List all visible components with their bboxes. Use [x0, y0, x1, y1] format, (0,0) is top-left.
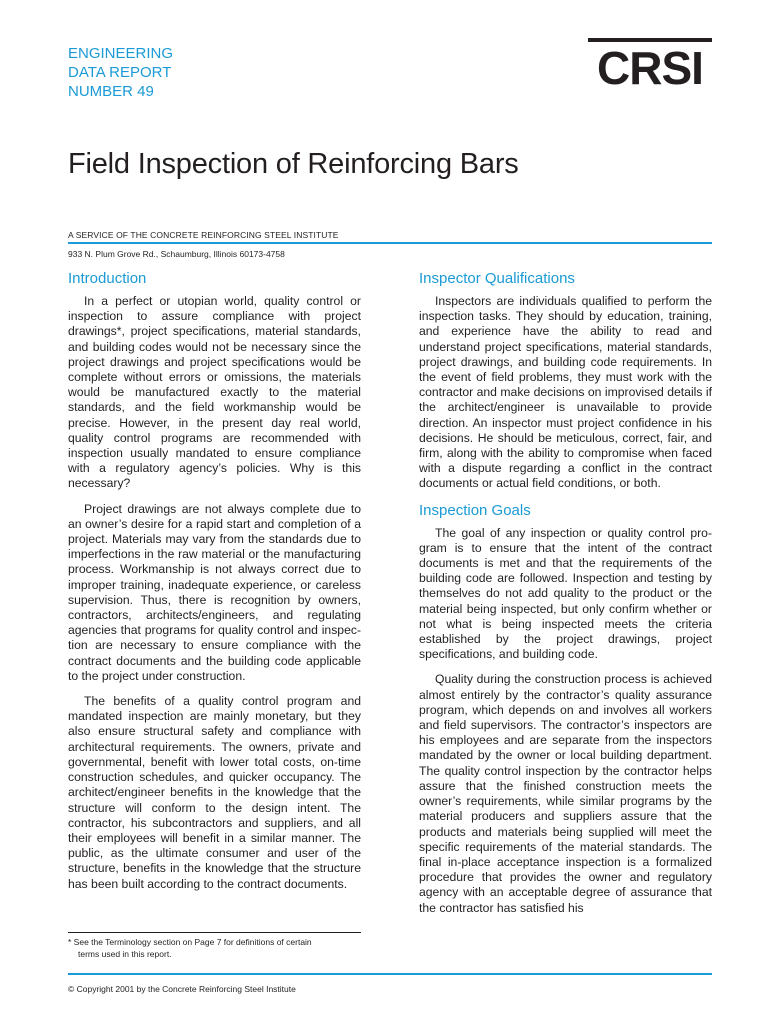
- footnote-line-1: * See the Terminology section on Page 7 for definitions of certain: [68, 937, 312, 947]
- body-paragraph: Inspectors are individuals qualified to perform the inspection tasks. They should by education, training, and experience have the ability to read and understand project specifications, material standards, project drawings, and building code requirements. In the event of field problems, they must work with the contractor and make decisions on improvised details if the architect/engineer is unavailable to provide direction. An inspector must project confidence in his decisions. He should be meticulous, correct, fair, and firm, along with the ability to compromise when faced with a dispute regarding a conflict in the contract documents or actual field conditions, or both.: [419, 294, 712, 491]
- report-label-line-3: NUMBER 49: [68, 83, 154, 100]
- body-paragraph: Quality during the construction process is achieved almost entirely by the contractor’s quality assurance program, which depends on and involves all workers and field supervisors. The contractor’s inspectors are his employees and are separate from the inspectors mandated by the owner or local building department. The quality control inspection by the contractor helps assure that the finished construction meets the owner’s requirements, while similar programs by the material producers and suppliers assure that the products and materials being supplied will meet the specific requirements of the material standards. The final in-place acceptance inspection is a formalized procedure that provides the owner and regulatory agency with an acceptable degree of assurance that the contractor has satisfied his: [419, 672, 712, 915]
- body-paragraph: The benefits of a quality control program and mandated inspection are mainly monetary, but they also ensure structural safety and compliance with architectural requirements. The owners, private and governmental, benefit with lower total costs, on-time construction schedules, and quicker occupancy. The architect/engineer benefits in the knowledge that the structure will conform to the design intent. The contractor, his subcontractors and suppliers, and all their employees will benefit in a similar manner. The public, as the ultimate consumer and user of the structure, benefits in the knowledge that the structure has been built according to the contract documents.: [68, 694, 361, 891]
- copyright-notice: © Copyright 2001 by the Concrete Reinforcing Steel Institute: [68, 984, 296, 994]
- report-label-line-2: DATA REPORT: [68, 64, 172, 81]
- body-paragraph: In a perfect or utopian world, quality control or inspection to assure compliance with project drawings*, project specifications, material standards, and building codes would not be necessary since the project drawings and project specifications would be complete without errors or omissions, the materials would be manufactured exactly to the material standards, and the field workmanship would be precise. However, in the present day real world, quality control programs are recommended with inspection usually mandated to ensure compliance with a regulatory agency’s policies. Why is this necessary?: [68, 294, 361, 491]
- footer-divider: [68, 973, 712, 975]
- crsi-logo: [588, 38, 712, 94]
- report-label-line-1: ENGINEERING: [68, 45, 174, 62]
- address-line: 933 N. Plum Grove Rd., Schaumburg, Illinois 60173-4758: [68, 249, 285, 259]
- footnote: [68, 937, 361, 960]
- section-heading-inspector-qualifications: Inspector Qualifications: [419, 270, 575, 287]
- report-number-label: [68, 44, 268, 101]
- service-line: A SERVICE OF THE CONCRETE REINFORCING STEEL INSTITUTE: [68, 230, 339, 240]
- footnote-line-2: terms used in this report.: [78, 948, 172, 959]
- logo-text: CRSI: [597, 42, 703, 94]
- body-paragraph: The goal of any inspection or quality control program is to ensure that the intent of the contract documents is met and that the requirements of the building code are followed. Inspection and testing by themselves do not add quality to the product or the material being inspected, but only confirm whether or not what is being inspected meets the criteria established by the project drawings, project specifications, and building code.: [419, 525, 712, 662]
- footnote-divider: [68, 932, 361, 933]
- page-title: Field Inspection of Reinforcing Bars: [68, 148, 519, 180]
- left-column: [68, 270, 361, 902]
- header-divider: [68, 242, 712, 244]
- section-heading-inspection-goals: Inspection Goals: [419, 501, 531, 519]
- right-column: [419, 270, 712, 926]
- crsi-logo-graphic: [588, 38, 712, 94]
- body-paragraph: Project drawings are not always complete due to an owner’s desire for a rapid start and completion of a project. Materials may vary from the standards due to imperfections in the raw material or the manufacturing process. Workmanship is not always correct due to improper training, inadequate experience, or careless supervision. Thus, there is recognition by owners, contractors, architects/engineers, and regulating agencies that programs for quality control and inspection are necessary to ensure compliance with the contract documents and the building code applicable to the project under construction.: [68, 501, 361, 683]
- section-heading-introduction: Introduction: [68, 270, 147, 287]
